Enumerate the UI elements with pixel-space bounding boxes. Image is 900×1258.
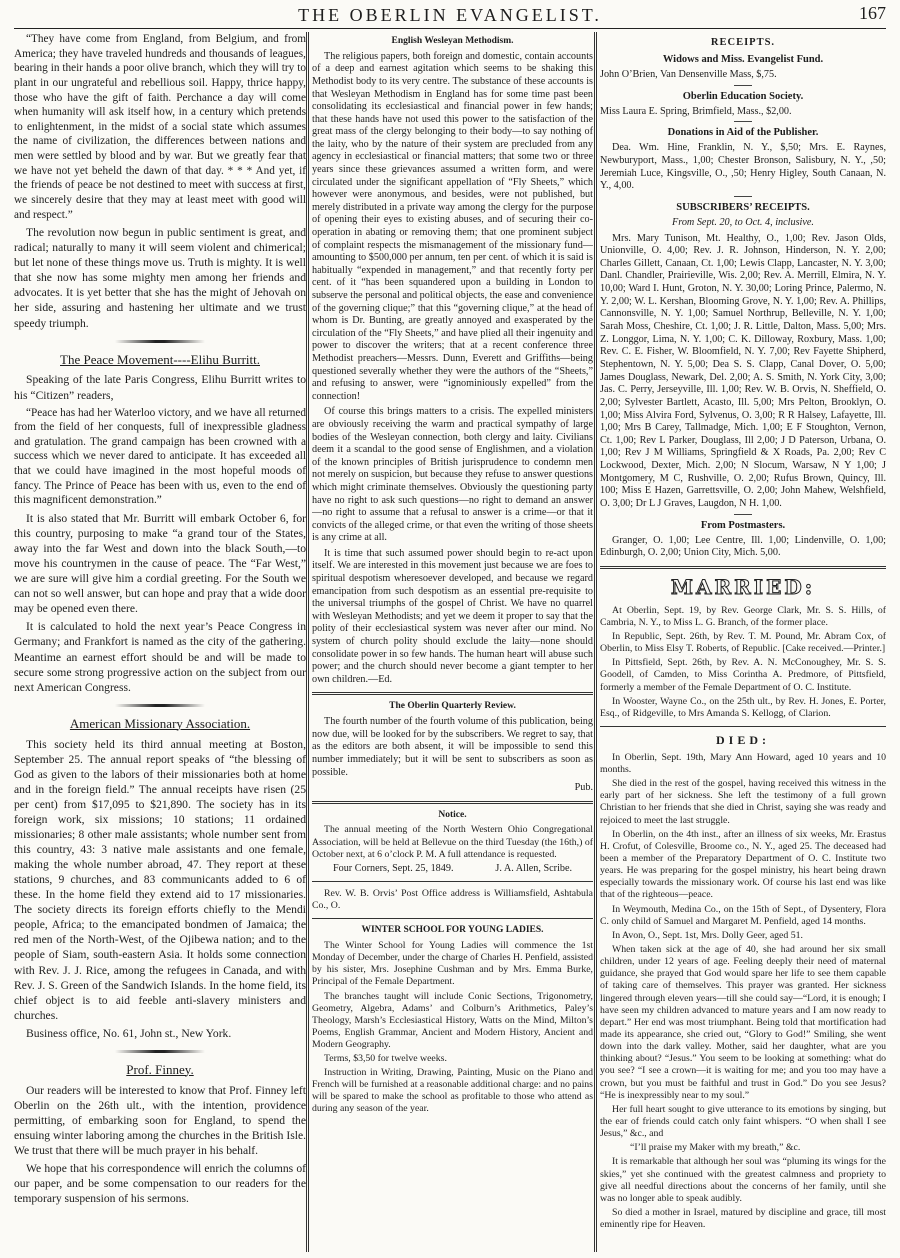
- heading-american-missionary: American Missionary Association.: [69, 715, 251, 731]
- heading-notice: Notice.: [438, 809, 467, 820]
- death-notice: In Weymouth, Medina Co., on the 15th of Sept., of Dysentery, Flora C. only child of Samuel and Margaret M. Penfield, aged 14 months.: [600, 903, 886, 927]
- section-ornament: [14, 337, 306, 347]
- death-notice: Her full heart sought to give utterance to its emotions by singing, but the ear of friends could catch only faint whispers. “O when shall I see Jesus,” &c., and: [600, 1103, 886, 1140]
- receipt-entry: Granger, O. 1,00; Lee Centre, Ill. 1,00; Lindenville, O. 1,00; Edinburgh, O. 2,00; Union City, Mich. 5,00.: [600, 534, 886, 559]
- article-paragraph: “They have come from England, from Belgium, and from America; they have traveled hundreds and thousands of leagues, bearing in their hands a poor olive branch, which they will try to plant in our ungrateful and rebellious soil. Happy, thrice happy, those who have the gift of faith. Perchance a day will come when humanity will ask itself how, in a century which pretends to enlightenment, in the midst of a social state which assumes the name of civilization, the differences between nations and men were settled by blood and by war. But we greatly fear that we have not yet beheld the dawn of that day. * * * And yet, if the friends of peace be not destined to meet with success at first, we sincerely desire that they may at least meet with good will and respect.”: [14, 33, 306, 221]
- receipt-entry: Dea. Wm. Hine, Franklin, N. Y., $,50; Mrs. E. Raynes, Newburyport, Mass., 1,00; Chester Bronson, Salisbury, N. Y., ,50; Jeremiah Luce, Kingsville, O., ,50; Henry Higley, South Canaan, N. Y., 4,00.: [600, 142, 886, 192]
- article-paragraph: Our readers will be interested to know that Prof. Finney left Oberlin on the 26th ult., with the intention, providence permitting, of embarking soon for England, to spend the ensuing winter laboring among the churches in the British Isle. We trust that there will be much prayer in his behalf.: [14, 1083, 306, 1157]
- article-paragraph: “Peace has had her Waterloo victory, and we have all returned from the field of her conquests, full of inexpressible gladness and gratulation. The grand campaign has been crowned with a success which we never dared to anticipate. It has exceeded all that we could have imagined in the most hopeful moods of fancy. The Prince of Peace has been with us, even to the end of this magnificent demonstration.”: [14, 406, 306, 507]
- article-paragraph: Speaking of the late Paris Congress, Elihu Burritt writes to his “Citizen” readers,: [14, 373, 306, 402]
- column-divider: [306, 32, 309, 1252]
- marriage-notice: In Wooster, Wayne Co., on the 25th ult., by Rev. H. Jones, E. Porter, Esq., of Ridgeville, to Mrs Amanda S. Kellogg, of Clarion.: [600, 695, 886, 719]
- notice-signature: [312, 863, 593, 876]
- heading-quarterly-review: The Oberlin Quarterly Review.: [389, 701, 516, 712]
- masthead: [14, 2, 886, 29]
- receipt-entry: Mrs. Mary Tunison, Mt. Healthy, O., 1,00; Rev. Jason Olds, Unionville, O. 4,00; Rev. J. R. Johnson, Hinderson, N. Y. 2,00; Charles Gillett, Canaan, Ct. 1,00; Lewis Clapp, Lancaster, N. Y. 3,00; Danl. Chandler, Prairieville, Wis. 2,00; Rev. A. Merrill, Elmira, N. Y. 10,00; Ward I. Hunt, Groton, N. Y. 30,00; Loring Prince, Palermo, N. Y. 2,00; W. L. Kershan, Blooming Grove, N. Y. 1,00; Rev. A. Phillips, Cannonsville, N. Y. 1,00; Samuel Northrup, Belleville, N. Y. 1,00; Sarah Moss, Cheshire, Ct. 1,00; J. R. Little, Dalton, Mass. 5,00; Mrs. Z. Longgor, Lima, N. Y. 1,00; C. K. Dilloway, Roxbury, Mass. 1,00; Rev. C. E. Fisher, W. Bloomfield, N. Y. 7,00; Rev Fayette Shipherd, Stephentown, N. Y. 5,00; Dea S. S. Clapp, Canal Dover, O. 5,00; James Douglass, Newark, Del. 2,00; A. S. Smith, N. York City, 3,00; Jas. C. Perry, Jerseyville, Ill. 1,00; Rev. W. B. Orvis, N. Sheffield, O. 2,00; Sylvester Bartlett, Acasto, Ill. 5,00; Mrs Pelton, Brooklyn, O. 1,00; Miss Alvira Ford, Sylvenus, O. 3,00; R R Halsey, Lafayette, Ill. 1,00; Mrs B Carey, Tallmadge, Mich. 1,00; E F Stoughton, Vernon, Ct. 1,00; Rev L Parker, Douglass, Ill 2,00; J D Paterson, Urbana, O. 1,00; Rev J M Williams, Springfield & X Roads, Pa. 2,00; Rev C Lockwood, Dexter, Mich. 2,00; N Slocum, Warsaw, N Y 1,00; J Montgomery, M C, Rushville, O. 2,00; Rufus Brown, Quincy, Ill. 100; Miss E Hazen, Garrettsville, O. 2,00; John Mahew, Welshfield, O. 3,00; Dr L J Graves, Laugdon, N H. 1,00.: [600, 232, 886, 510]
- death-notice: So died a mother in Israel, matured by discipline and grace, till most eminently ripe for Heaven.: [600, 1206, 886, 1231]
- article-paragraph: Instruction in Writing, Drawing, Painting, Music on the Piano and French will be furnished at a reasonable additional charge: and no pains will be spared to make the school as profitable to those who attend as during any season of the year.: [312, 1067, 593, 1115]
- death-notice: In Avon, O., Sept. 1st, Mrs. Dolly Geer, aged 51.: [612, 929, 803, 941]
- death-notice: It is remarkable that although her soul was “pluming its wings for the skies,” yet she continued with the greatest calmness and propriety to give all needful directions about the concerns of her family, until she was no longer able to speak audibly.: [600, 1156, 886, 1204]
- signature-text: Pub.: [574, 782, 593, 794]
- column-divider: [594, 32, 597, 1252]
- heading-peace-movement: The Peace Movement----Elihu Burritt.: [60, 351, 260, 367]
- heading-wesleyan: English Wesleyan Methodism.: [391, 36, 514, 46]
- notice-signer: J. A. Allen, Scribe.: [495, 862, 573, 874]
- heading-married: MARRIED:: [670, 574, 816, 599]
- section-divider: [734, 121, 752, 122]
- article-paragraph: It is also stated that Mr. Burritt will embark October 6, for this country, purposing to make “a grand tour of the States, away into the far West and down into the black South,—to move his countrymen in the cause of peace. The “Far West,” we are sure will give him a cordial greeting. For the South we can not so well answer, but can hope and pray that a wide door may be opened even there.: [14, 511, 306, 616]
- article-paragraph: The fourth number of the fourth volume of this publication, being now due, will be looked for by the subscribers. We regret to say, that as the editors are both absent, it will be impossible to send this number immediately; but it will be sent to subscribers as soon as possible.: [312, 716, 593, 778]
- heading-receipts: RECEIPTS.: [710, 37, 776, 48]
- heading-winter-school: WINTER SCHOOL FOR YOUNG LADIES.: [361, 925, 544, 936]
- section-ornament: [14, 701, 306, 711]
- article-paragraph: Terms, $3,50 for twelve weeks.: [324, 1053, 447, 1065]
- heading-postmasters: From Postmasters.: [700, 519, 786, 531]
- article-paragraph: The religious papers, both foreign and domestic, contain accounts of a deep and earnest agitation which seems to be shaking this Methodist body to its very centre. The substance of these accounts is that Wesleyan Methodism in England has for some time past been consolidating its ecclesiastical and financial power in few hands; that these hands have not used this power to the satisfaction of the great mass of the clergy belonging to their body—to say nothing of the laity, who by the nature of their system are precluded from any agency in ecclesiastical or financial matters; that some two or three years since these grievances assumed a written form, and were circulated under the significant appellation of “Fly Sheets,” which however were anonymous, and besides, were not published, but merely distributed in a private way among the clergy for the purpose of opening their eyes to existing abuses, and of securing their co-operation in abating or removing them; that one prominent subject of complaint respects the mismanagement of the missionary fund—amounting to $500,000 per annum, ten per cent. of which it is said is habitually “expended in management,” and that recently forty per cent. of it “has been squandered upon a building in London to subserve the personal and political objects, the ease and convenience of the governing clique;” that this “governing clique,” at the head of whom is Dr. Bunting, are greatly annoyed and exasperated by the circulation of the “Fly Sheets,” and have plied all their ingenuity and power to discover the writers; that at a recent conference three Methodist preachers—Messrs. Dunn, Everett and Griffiths—being questioned severally whether they were the authors of the “Sheets,” and refusing to answer, were “ignominiously expelled” from the connection!: [312, 50, 593, 402]
- article-paragraph: The annual meeting of the North Western Ohio Congregational Association, will be held at Bellevue on the third Tuesday (the 16th,) of October next, at 6 o’clock P. M. A full attendance is requested.: [312, 824, 593, 860]
- death-notice: She died in the rest of the gospel, having received this witness in the early part of her sickness. She left the testimony of a full grown Christian to her friends that she died in Christ, saying she was ready and rejoiced to meet the last struggle.: [600, 778, 886, 826]
- death-notice: In Oberlin, on the 4th inst., after an illness of six weeks, Mr. Erastus H. Crofut, of Colesville, Broome co., N. Y., aged 25. The deceased had been a member of the Preparatory Department of O. C. Institute two years. He was preparing for the gospel ministry, his heart being drawn especially towards the missionary work. Of course his last end was like that of the righteous—peace.: [600, 828, 886, 901]
- article-paragraph: It is calculated to hold the next year’s Peace Congress in Germany; and Frankfort is named as the city of the gathering. Meantime an earnest effort should be and will be made to secure some strong progressive action on the subject from our next American Congress.: [14, 620, 306, 694]
- column-3: [600, 32, 886, 1252]
- receipt-entry: John O’Brien, Van Densenville Mass, $,75.: [600, 69, 777, 81]
- column-1: [14, 32, 306, 1252]
- heading-education-society: Oberlin Education Society.: [682, 90, 804, 102]
- article-paragraph: The branches taught will include Conic Sections, Trigonometry, Geometry, Algebra, Adams’ and Colburn’s Arithmetics, Paley’s Theology, Marsh’s Ecclesiastical History, Watts on the Mind, Milton’s Poems, English Grammar, Ancient and Modern History, Ancient and Modern Geography.: [312, 990, 593, 1050]
- article-paragraph: The Winter School for Young Ladies will commence the 1st Monday of December, under the charge of Charles H. Penfield, assisted by his sister, Mrs. Josephine Cushman and by Mrs. Emma Burke, Principal of the Female Department.: [312, 940, 593, 988]
- subscribers-date-range: From Sept. 20, to Oct. 4, inclusive.: [672, 216, 814, 228]
- section-divider: [600, 726, 886, 727]
- heading-donations: Donations in Aid of the Publisher.: [667, 127, 819, 139]
- section-divider: [312, 881, 593, 882]
- article-paragraph: It is time that such assumed power should begin to re-act upon itself. We are interested in this movement just because we are foes to spiritual despotism wheresoever developed, and because we regard emancipation from such despotism as an essential pre-requisite to the universal triumphs of the gospel of Christ. We have no quarrel with Wesleyan Methodists; and yet we deem it proper to say that the polity of their ecclesiastical system was never after our mind. No system of church polity should exclude the laity—none should consolidate power in so few hands. The human heart will abuse such power; and the church should never become a giant tempter to her own children.—Ed.: [312, 547, 593, 685]
- marriage-notice: At Oberlin, Sept. 19, by Rev. George Clark, Mr. S. S. Hills, of Cambria, N. Y., to Miss L. G. Branch, of the former place.: [600, 604, 886, 628]
- heading-widows-fund: Widows and Miss. Evangelist Fund.: [662, 54, 824, 66]
- section-divider: [312, 692, 593, 695]
- publisher-signature: [312, 782, 593, 795]
- marriage-notice: In Pittsfield, Sept. 26th, by Rev. A. N. McConoughey, Mr. S. S. Goodell, of Camden, to Miss Corintha A. Predmore, of Pittsfield, formerly a member of the Female Department of O. C. Institute.: [600, 657, 886, 693]
- column-2: [312, 32, 593, 1252]
- heading-died: DIED:: [715, 733, 770, 748]
- page-number: 167: [859, 3, 886, 23]
- section-divider: [312, 918, 593, 919]
- section-divider: [734, 196, 752, 197]
- newspaper-title: THE OBERLIN EVANGELIST.: [298, 5, 602, 25]
- article-paragraph: Business office, No. 61, John st., New York.: [26, 1026, 232, 1040]
- section-ornament: [14, 1047, 306, 1057]
- section-divider: [312, 801, 593, 804]
- receipt-entry: Miss Laura E. Spring, Brimfield, Mass., $2,00.: [600, 105, 792, 117]
- section-divider: [734, 514, 752, 515]
- death-notice: When taken sick at the age of 40, she had around her six small children, under 12 years of age. Feeling deeply their need of maternal guidance, she prayed that God would spare her life to see them capable of taking care of themselves. This prayer was granted. Her sickness lingered through eleven years—till she could say—“Lord, it is enough; I have seen my children advanced to mature years and I am now ready to depart.” Her end was most triumphant. Being told that mortification had made its appearance, she cried out, “Glory to God!” Smiling, she went down into the dark valley. Mother, said her daughter, what are you thinking about? “Jesus.” You seem to be looking at something: what do you see? “I see a crown—it is waiting for me; and you too may have a crown, but you must be faithful and trust in God.” Do you see Jesus? “He is inexpressibly near to my soul.”: [600, 944, 886, 1101]
- article-paragraph: This society held its third annual meeting at Boston, September 25. The annual report speaks of “the blessing of God as given to the labors of their missionaries both at home and in the foreign field.” The annual receipts have risen (25 per cent) from $17,095 to $21,890. The society has in its foreign work, six missions; 10 stations; 11 ordained missionaries; 8 other male assistants; whole number sent from this country, 43: 3 native male assistants and one female, making the whole number abroad, 47. They report at these stations, 9 churches, and 83 communicants added to 6 of these. In the home field they extend aid to 17 missionaries. The society directs its foreign efforts chiefly to the Mendi people, Africa; to the emancipated bondmen of Jamaica; the red men of the North-West, of the Ojibewa nation; and to the people of Siam, south-eastern Asia. It holds some connection with Rev. J. J. Rice, among the refugees in Canada, and with Rev. J. S. Green of the Sandwich Islands. In the home field, its chief object is to aid feeble anti-slavery ministers and churches.: [14, 737, 306, 1022]
- article-paragraph: Of course this brings matters to a crisis. The expelled ministers are obviously receiving the warm and practical sympathy of large bodies of the Wesleyan connection, both clergy and laity. Civilians deem it a scandal to the good sense of Englishmen, and a violation of the known principles of British jurisprudence to condemn men not merely on suspicion, but because they refuse to answer questions which might criminate themselves. Obviously the questioning party have no right to ask such questions—no right to demand an answer—no right to assume that a refusal to answer is a crime—or that it convicts of the alleged crime, or that even the writing of those sheets is any crime at all.: [312, 406, 593, 544]
- article-paragraph: Rev. W. B. Orvis’ Post Office address is Williamsfield, Ashtabula Co., O.: [312, 888, 593, 912]
- article-paragraph: We hope that his correspondence will enrich the columns of our paper, and be some compensation to our readers for the temporary suspension of his sermons.: [14, 1162, 306, 1206]
- heading-prof-finney: Prof. Finney.: [126, 1061, 194, 1077]
- marriage-notice: In Republic, Sept. 26th, by Rev. T. M. Pound, Mr. Abram Cox, of Oberlin, to Miss Elsy T. Roberts, of Republic. [Cake received.—Printer.]: [600, 631, 886, 655]
- heading-subscribers-receipts: SUBSCRIBERS’ RECEIPTS.: [676, 201, 810, 213]
- section-divider: [600, 566, 886, 569]
- notice-place-date: Four Corners, Sept. 25, 1849.: [332, 862, 454, 874]
- section-divider: [734, 85, 752, 86]
- article-paragraph: The revolution now begun in public sentiment is great, and radical; naturally to many it will seem violent and chimerical; but let none of these things move us. Truth is mighty. It is well that she now has some mighty men among her friends and advocates. It is yet better that she has the might of Jehovah on her side, assuring and hastening her ultimate and we trust speedy triumph.: [14, 226, 306, 330]
- death-notice: In Oberlin, Sept. 19th, Mary Ann Howard, aged 10 years and 10 months.: [600, 751, 886, 776]
- death-notice: “I’ll praise my Maker with my breath,” &c.: [630, 1142, 801, 1154]
